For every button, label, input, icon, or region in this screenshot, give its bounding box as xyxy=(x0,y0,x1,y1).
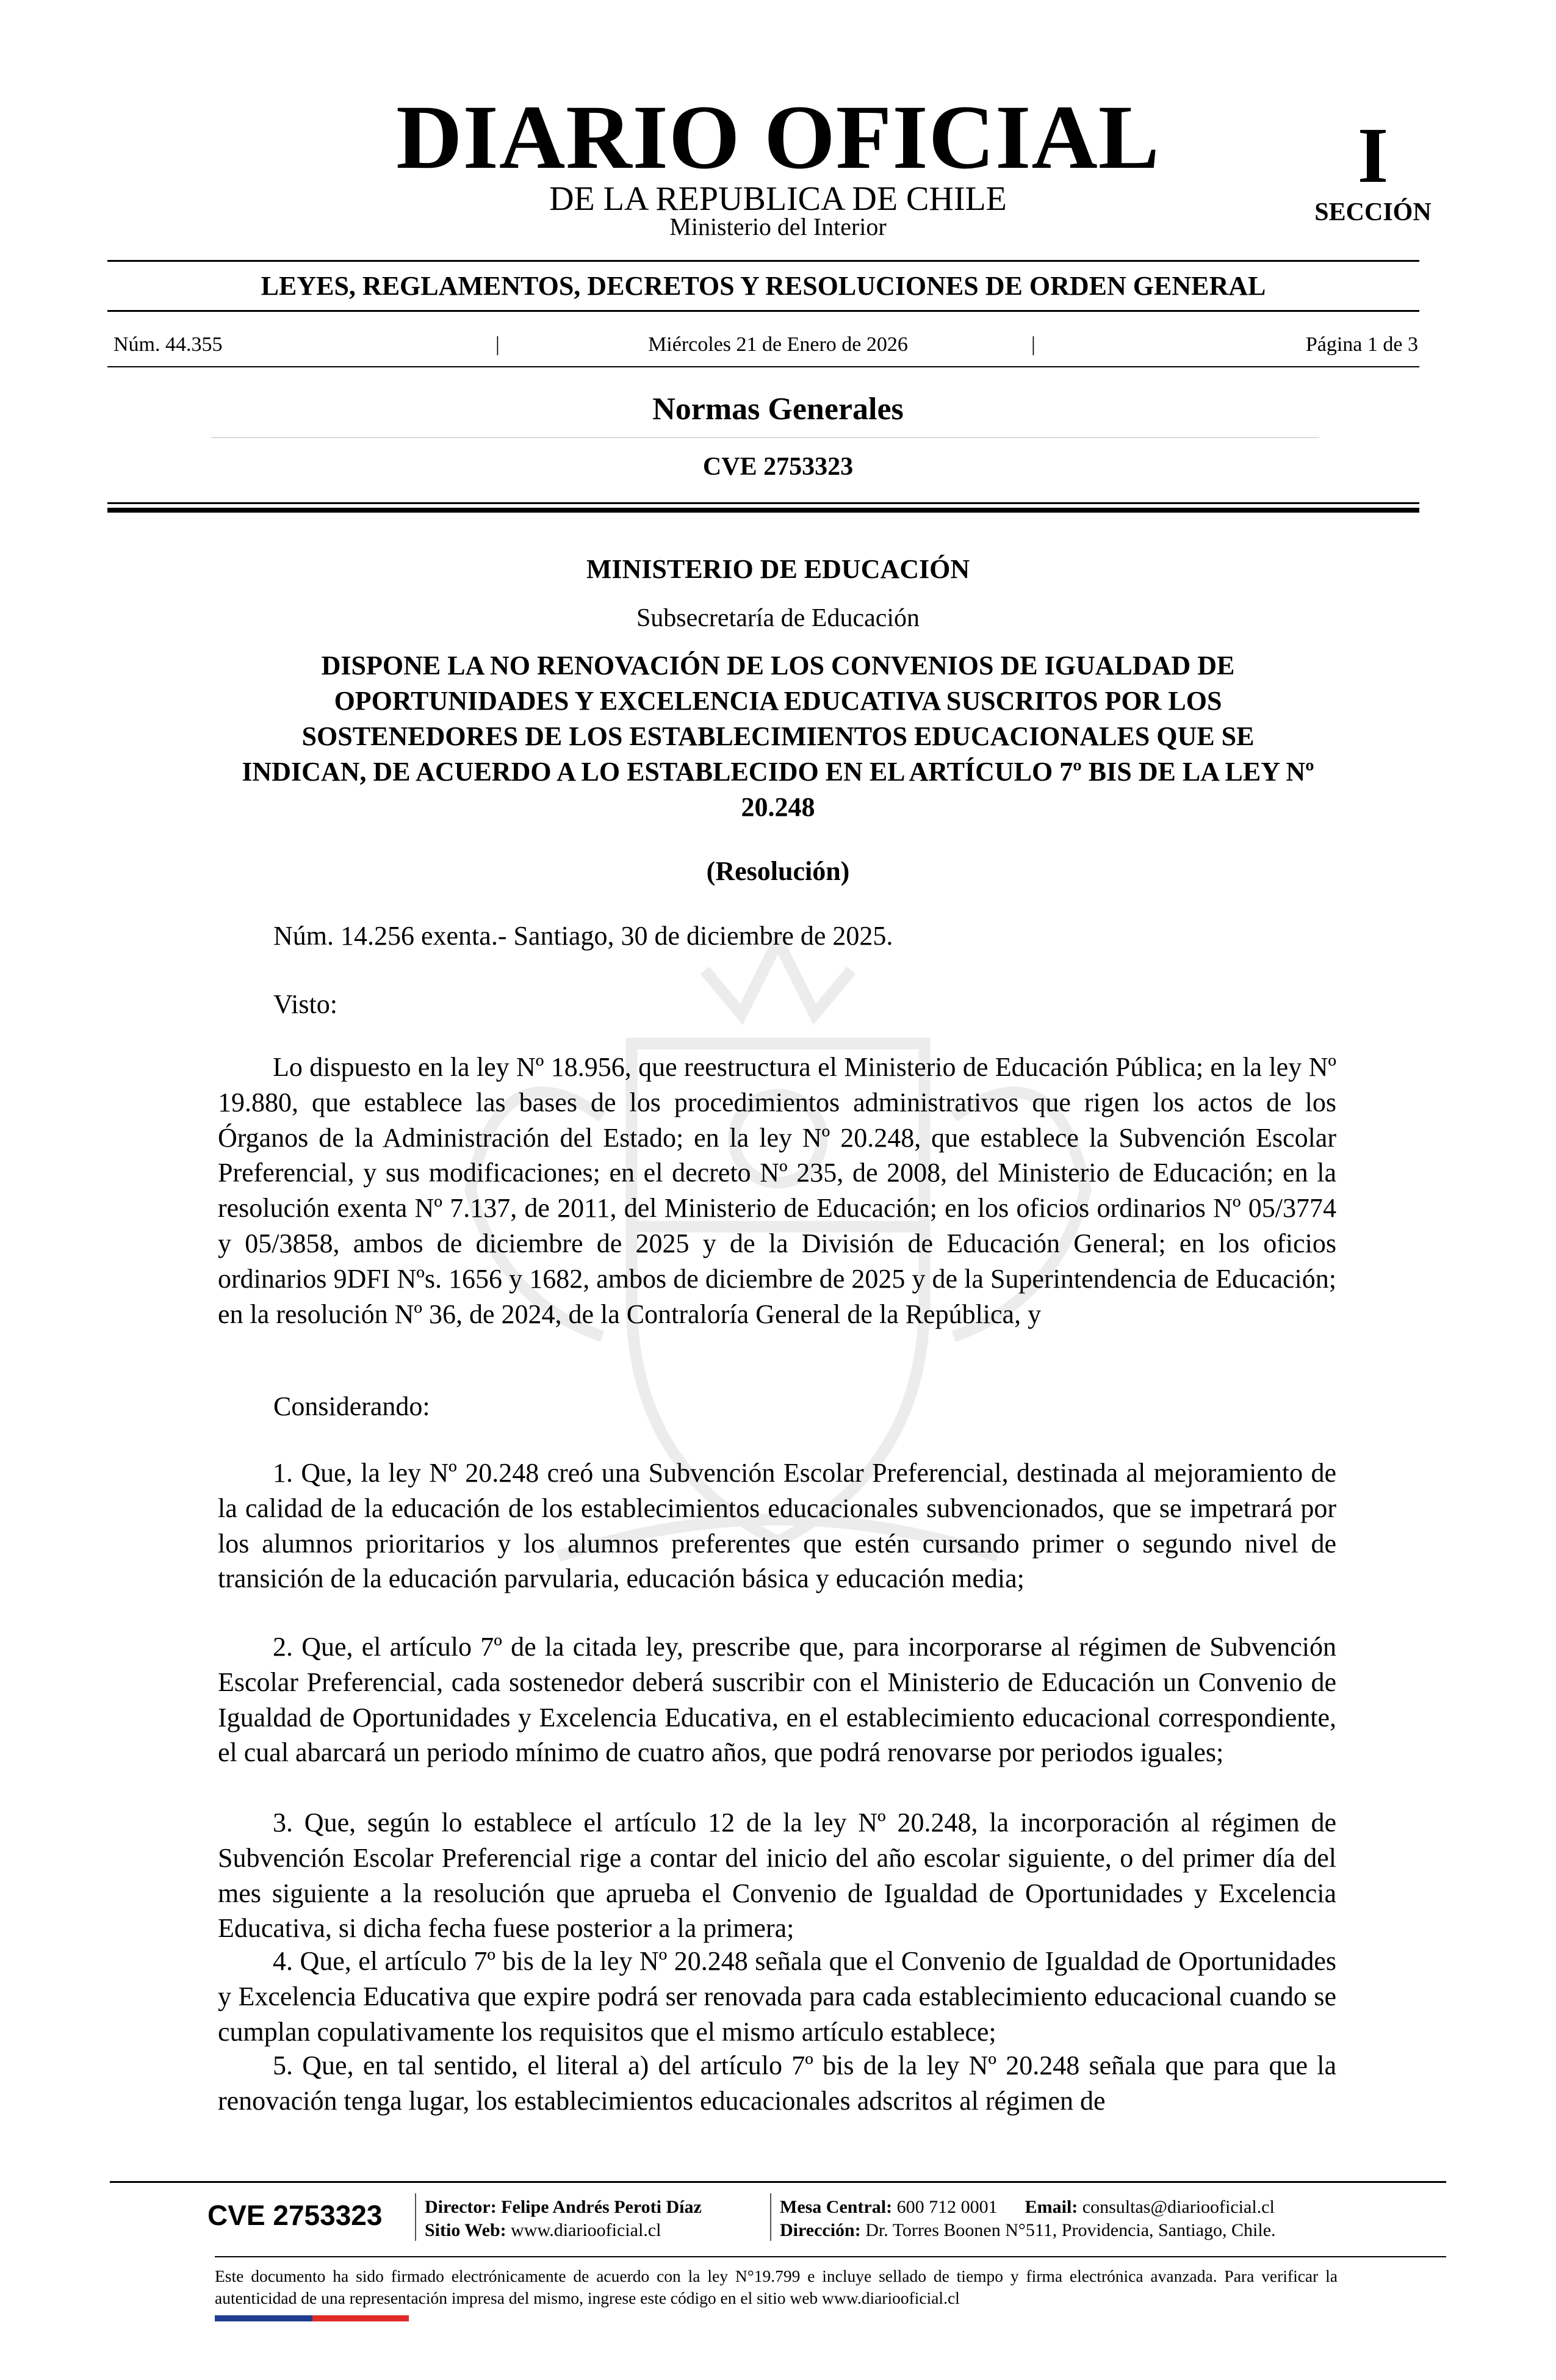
cve-header: CVE 2753323 xyxy=(702,453,854,481)
category-heading: Normas Generales xyxy=(652,392,904,427)
masthead-rule-top xyxy=(107,260,1419,262)
considerando-item: 1. Que, la ley Nº 20.248 creó una Subvención Escolar Preferencial, destinada al mejoramiento de la calidad de la educación de los establecimientos educacionales subvencionados, que se impetrará por los alumnos prioritarios y los alumnos preferentes que estén cursando primer o segundo nivel de transición de la educación parvularia, educación básica y educación media; xyxy=(218,1458,1336,1594)
footer-cve: CVE 2753323 xyxy=(207,2199,383,2231)
email-link[interactable]: consultas@diariooficial.cl xyxy=(1082,2197,1275,2217)
document-type-label: (Resolución) xyxy=(706,856,850,886)
address-text: Dr. Torres Boonen N°511, Providencia, Santiago, Chile. xyxy=(865,2220,1276,2240)
considerando-item: 2. Que, el artículo 7º de la citada ley, prescribe que, para incorporarse al régimen de Subvención Escolar Preferencial, cada sostenedor deberá suscribir con el Ministerio de Educación un Convenio de Igualdad de Oportunidades y Excelencia Educativa, en el establecimiento educacional correspondiente, el cual abarcará un periodo mínimo de cuatro años, que podrá renovarse por periodos iguales; xyxy=(218,1632,1336,1768)
footer-rule-2 xyxy=(215,2256,1446,2257)
flag-stripe-red xyxy=(312,2315,409,2321)
mesa-label: Mesa Central: xyxy=(780,2197,893,2217)
footer-address xyxy=(780,2219,1276,2242)
section-number: I xyxy=(1357,112,1389,200)
edition-number: Núm. 44.355 xyxy=(113,333,223,356)
resolution-number-line: Núm. 14.256 exenta.- Santiago, 30 de diciembre de 2025. xyxy=(273,921,893,951)
laws-banner: LEYES, REGLAMENTOS, DECRETOS Y RESOLUCIONES DE ORDEN GENERAL xyxy=(261,271,1266,301)
info-separator-1: | xyxy=(495,333,500,356)
info-rule xyxy=(107,366,1419,367)
masthead-subtitle: DE LA REPUBLICA DE CHILE xyxy=(549,180,1007,218)
masthead-title: DIARIO OFICIAL xyxy=(396,87,1160,188)
director-name: Felipe Andrés Peroti Díaz xyxy=(501,2197,702,2217)
email-label: Email: xyxy=(1025,2197,1078,2217)
footer-website xyxy=(425,2219,661,2242)
footer-director xyxy=(425,2196,702,2219)
banner-rule-bottom xyxy=(107,310,1419,312)
visto-paragraph: Lo dispuesto en la ley Nº 18.956, que reestructura el Ministerio de Educación Pública; en la ley Nº 19.880, que establece las bases de los procedimientos administrativos que rigen los actos de los Órganos de la Administración del Estado; en la ley Nº 20.248, que establece la Subvención Escolar Preferencial, y sus modificaciones; en el decreto Nº 235, de 2008, del Ministerio de Educación; en la resolución exenta Nº 7.137, de 2011, del Ministerio de Educación; en los oficios ordinarios Nº 05/3774 y 05/3858, ambos de diciembre de 2025 y de la División de Educación General; en los oficios ordinarios 9DFI Nºs. 1656 y 1682, ambos de diciembre de 2025 y de la Superintendencia de Educación; en la resolución Nº 36, de 2024, de la Contraloría General de la República, y xyxy=(218,1052,1336,1329)
resolution-title: DISPONE LA NO RENOVACIÓN DE LOS CONVENIOS DE IGUALDAD DE OPORTUNIDADES Y EXCELENCIA EDUCATIVA SUSCRITOS POR LOS SOSTENEDORES DE LOS ESTABLECIMIENTOS EDUCACIONALES QUE SE INDICAN, DE ACUERDO A LO ESTABLECIDO EN EL ARTÍCULO 7º BIS DE LA LEY Nº 20.248 xyxy=(242,651,1314,822)
considerando-heading: Considerando: xyxy=(273,1391,430,1421)
mesa-phone: 600 712 0001 xyxy=(896,2197,998,2217)
visto-heading: Visto: xyxy=(273,989,337,1019)
considerando-item: 5. Que, en tal sentido, el literal a) del artículo 7º bis de la ley Nº 20.248 señala que para que la renovación tenga lugar, los establecimientos educacionales adscritos al régimen de xyxy=(218,2050,1336,2116)
considerando-item: 3. Que, según lo establece el artículo 12 de la ley Nº 20.248, la incorporación al régimen de Subvención Escolar Preferencial rige a contar del inicio del año escolar siguiente, o del primer día del mes siguiente a la resolución que aprueba el Convenio de Igualdad de Oportunidades y Excelencia Educativa, si dicha fecha fuese posterior a la primera; xyxy=(218,1808,1336,1944)
masthead-ministry: Ministerio del Interior xyxy=(669,213,887,240)
address-label: Dirección: xyxy=(780,2220,861,2240)
footer-divider-1 xyxy=(415,2193,416,2241)
director-label: Director: xyxy=(425,2197,497,2217)
web-label: Sitio Web: xyxy=(425,2220,506,2240)
header-rule-thick xyxy=(107,508,1419,513)
subsecretary: Subsecretaría de Educación xyxy=(636,604,920,632)
footer-contact xyxy=(780,2196,1275,2219)
category-divider xyxy=(211,437,1319,438)
footer-divider-2 xyxy=(770,2193,771,2241)
edition-date: Miércoles 21 de Enero de 2026 xyxy=(648,333,908,356)
page-indicator: Página 1 de 3 xyxy=(1305,333,1418,356)
issuing-ministry: MINISTERIO DE EDUCACIÓN xyxy=(586,554,970,584)
header-rule-thin xyxy=(107,502,1419,504)
footer-rule xyxy=(110,2181,1446,2183)
section-label: SECCIÓN xyxy=(1314,198,1432,226)
info-separator-2: | xyxy=(1031,333,1036,356)
web-link[interactable]: www.diariooficial.cl xyxy=(511,2220,661,2240)
footer-authenticity-note: Este documento ha sido firmado electrónicamente de acuerdo con la ley N°19.799 e incluye sellado de tiempo y firma electrónica avanzada. Para verificar la autenticidad de una representación impresa del mismo, ingrese este código en el sitio web www.diariooficial.cl xyxy=(215,2266,1338,2307)
considerando-item: 4. Que, el artículo 7º bis de la ley Nº 20.248 señala que el Convenio de Igualdad de Oportunidades y Excelencia Educativa que expire podrá ser renovada para cada establecimiento educacional cuando se cumplan copulativamente los requisitos que el mismo artículo establece; xyxy=(218,1946,1336,2047)
flag-stripe-blue xyxy=(215,2315,312,2321)
